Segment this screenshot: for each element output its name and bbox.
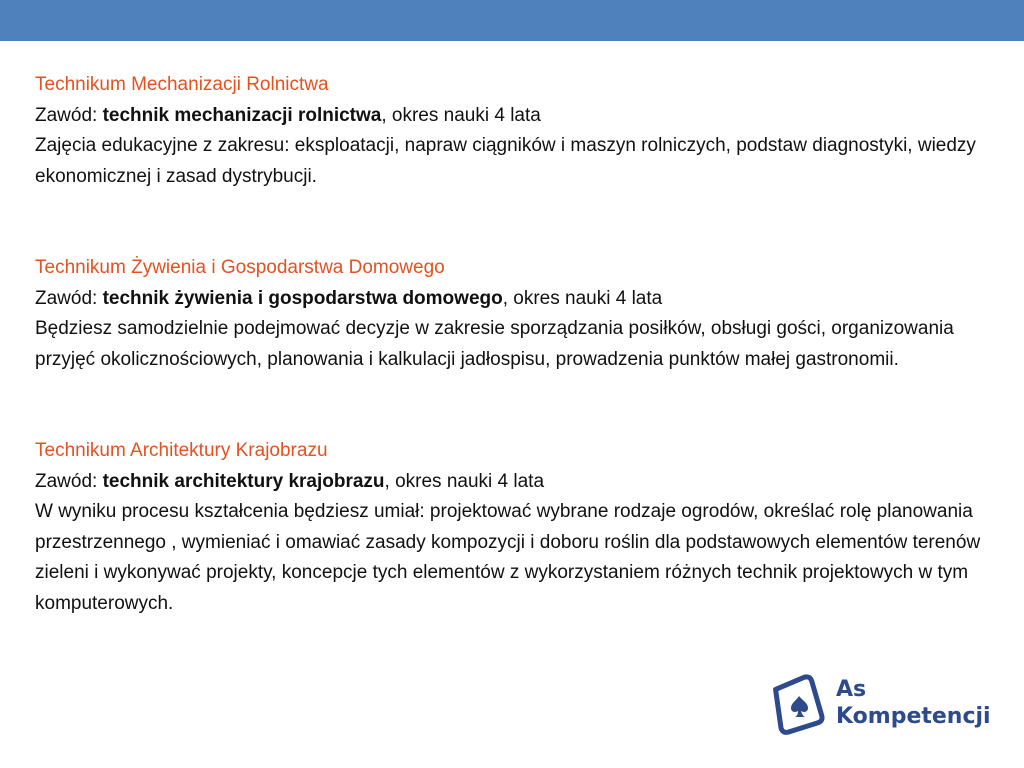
section-title: Technikum Architektury Krajobrazu [35, 440, 328, 461]
profession-name: technik architektury krajobrazu [102, 470, 385, 492]
section-architektura [35, 436, 985, 619]
profession-line [35, 467, 985, 498]
section-zywienie [35, 253, 985, 375]
section-description: W wyniku procesu kształcenia będziesz umiał: projektować wybrane rodzaje ogrodów, określać rolę planowania przestrzennego , wymieniać i omawiać zasady kompozycji i doboru roślin dla podstawowych elementów terenów zieleni i wykonywać projekty, koncepcje tych elementów z wykorzystaniem różnych technik projektowych w tym komputerowych. [35, 501, 981, 614]
duration-text: , okres nauki 4 lata [384, 470, 545, 492]
section-title: Technikum Żywienia i Gospodarstwa Domowego [35, 257, 445, 278]
logo-line-1: As [836, 677, 867, 702]
duration-text: , okres nauki 4 lata [502, 287, 663, 309]
section-description: Zajęcia edukacyjne z zakresu: eksploatacji, napraw ciągników i maszyn rolniczych, podstaw diagnostyki, wiedzy ekonomicznej i zasad dystrybucji. [35, 135, 976, 187]
top-bar [0, 0, 1024, 41]
section-mechanizacja [35, 70, 985, 192]
profession-name: technik mechanizacji rolnictwa [102, 104, 382, 126]
logo-text [836, 676, 991, 730]
profession-name: technik żywienia i gospodarstwa domowego [102, 287, 503, 309]
profession-line [35, 101, 985, 132]
profession-prefix: Zawód: [35, 470, 103, 492]
logo-line-2: Kompetencji [836, 704, 991, 729]
spade-icon [770, 672, 832, 738]
as-kompetencji-logo [770, 672, 1000, 742]
profession-prefix: Zawód: [35, 104, 103, 126]
profession-prefix: Zawód: [35, 287, 103, 309]
section-description: Będziesz samodzielnie podejmować decyzje w zakresie sporządzania posiłków, obsługi gości, organizowania przyjęć okolicznościowych, planowania i kalkulacji jadłospisu, prowadzenia punktów małej gastronomii. [35, 318, 954, 370]
slide-content [35, 70, 985, 619]
duration-text: , okres nauki 4 lata [381, 104, 541, 126]
profession-line [35, 284, 985, 315]
section-title: Technikum Mechanizacji Rolnictwa [35, 74, 329, 95]
